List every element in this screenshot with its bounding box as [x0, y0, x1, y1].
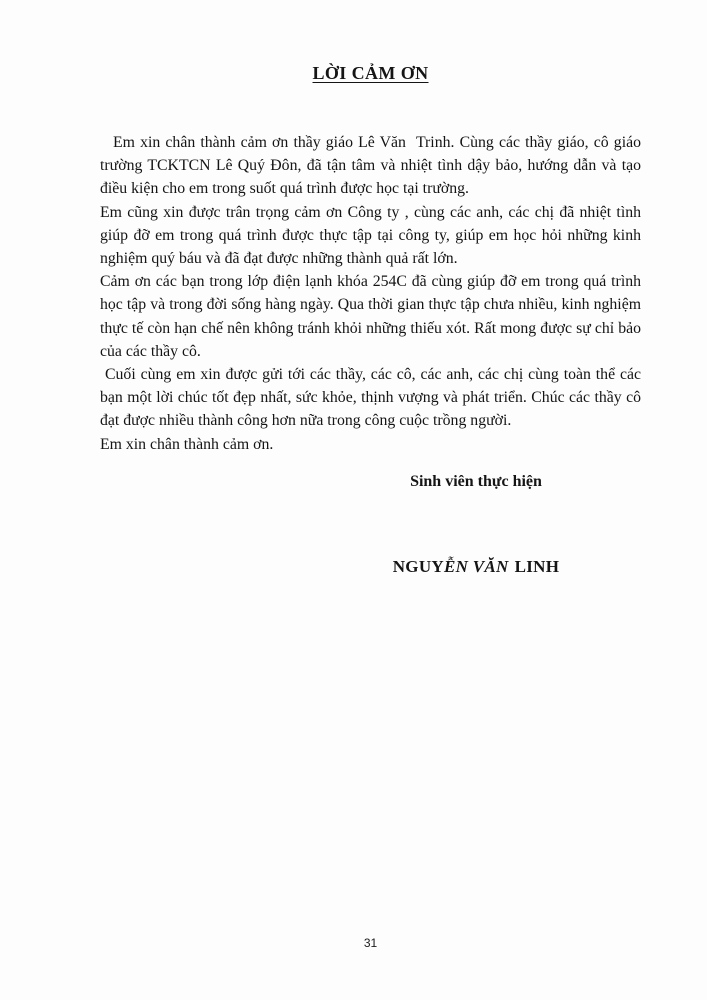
- signature-block: [338, 473, 614, 577]
- paragraph: Em xin chân thành cảm ơn.: [100, 435, 274, 453]
- acknowledgement-text: [100, 131, 641, 456]
- paragraph: Cuối cùng em xin được gửi tới các thầy, các cô, các anh, các chị cùng toàn thể các bạn một lời chúc tốt đẹp nhất, sức khỏe, thịnh vượng và phát triển. Chúc các thầy cô đạt được nhiều thành công hơn nữa trong công cuộc trồng người.: [100, 366, 641, 430]
- page-title: LỜI CẢM ƠN: [312, 63, 429, 83]
- signature-name-part: LINH: [514, 556, 560, 576]
- paragraph: Em cũng xin được trân trọng cảm ơn Công ty , cùng các anh, các chị đã nhiệt tình giúp đỡ em trong quá trình được thực tập tại công ty, giúp em học hỏi những kinh nghiệm quý báu và đã đạt được những thành quả rất lớn.: [100, 203, 641, 268]
- signature-name-part: NGUY: [392, 556, 444, 576]
- signature-role: Sinh viên thực hiện: [410, 472, 542, 490]
- page-content: [100, 0, 641, 577]
- signature-name: [338, 557, 614, 577]
- signature-name-part-italic: ỄN VĂN: [443, 556, 509, 576]
- paragraph: Em xin chân thành cảm ơn thầy giáo Lê Văn Trinh. Cùng các thầy giáo, cô giáo trường TCKTCN Lê Quý Đôn, đã tận tâm và nhiệt tình dậy bảo, hướng dẫn và tạo điều kiện cho em trong suốt quá trình được học tại trường.: [100, 134, 641, 198]
- page-number: 31: [363, 936, 378, 950]
- paragraph: Cảm ơn các bạn trong lớp điện lạnh khóa 254C đã cùng giúp đỡ em trong quá trình học tập và trong đời sống hàng ngày. Qua thời gian thực tập chưa nhiều, kinh nghiệm thực tế còn hạn chế nên không tránh khỏi những thiếu xót. Rất mong được sự chỉ bảo của các thầy cô.: [100, 273, 641, 360]
